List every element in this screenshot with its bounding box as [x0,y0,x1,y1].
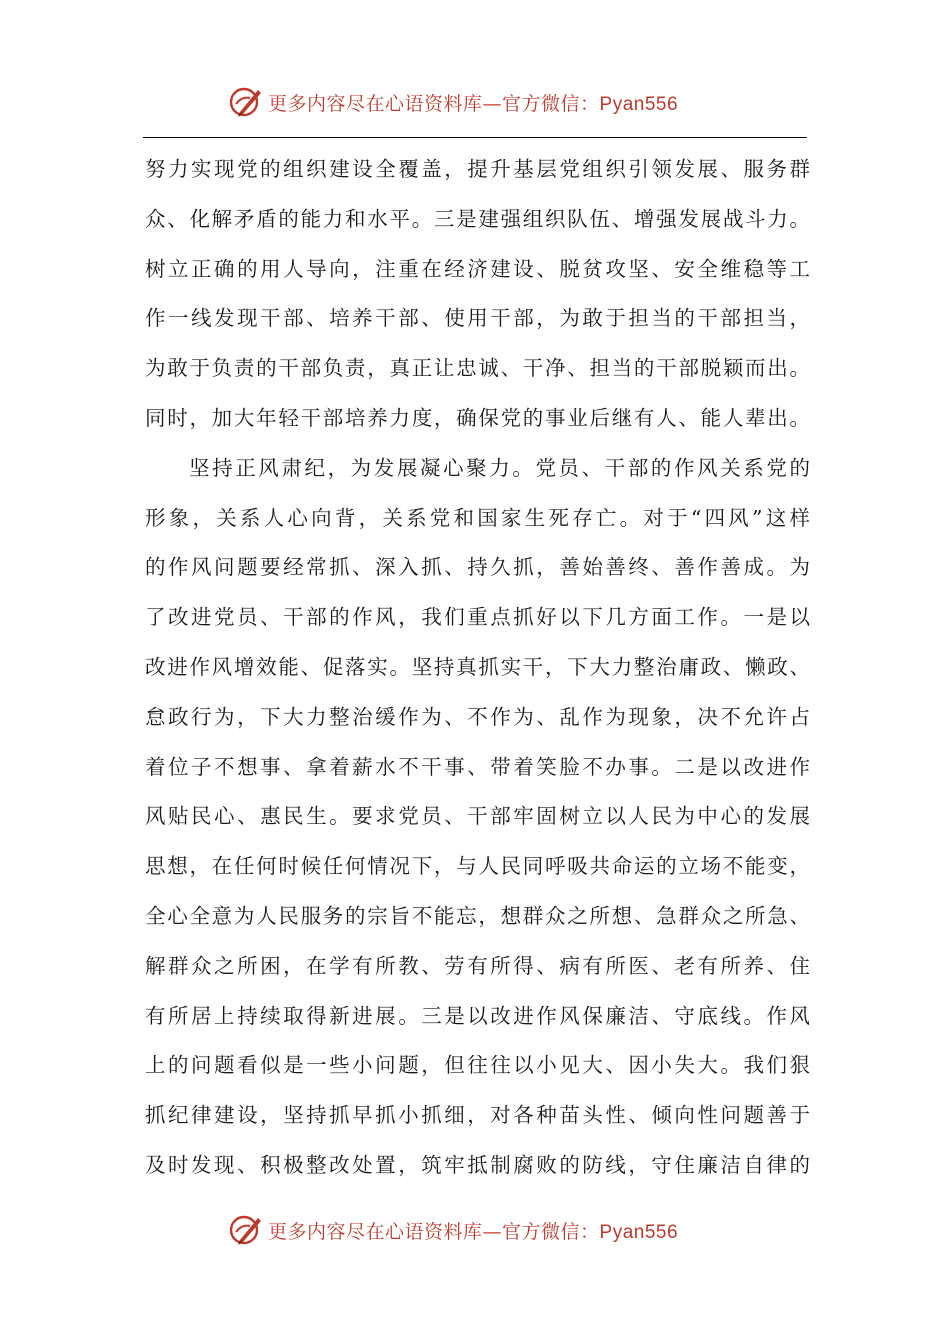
banner-main-text: 更多内容尽在心语资料库 [268,1220,483,1243]
text-line: 的作风问题要经常抓、深入抓、持久抓，善始善终、善作善成。为 [145,555,810,580]
banner-wechat-id: Pyan556 [599,1221,679,1243]
text-line: 怠政行为，下大力整治缓作为、不作为、乱作为现象，决不允许占 [145,704,810,729]
text-line: 努力实现党的组织建设全覆盖，提升基层党组织引领发展、服务群 [145,157,810,181]
text-line: 了改进党员、干部的作风，我们重点抓好以下几方面工作。一是以 [145,605,810,630]
text-line: 及时发现、积极整改处置，筑牢抵制腐败的防线，守住廉洁自律的 [145,1152,810,1177]
text-line: 形象，关系人心向背，关系党和国家生死存亡。对于“四风”这样 [145,505,810,530]
banner-wechat-id: Pyan556 [599,93,679,115]
footer-banner [228,1208,748,1252]
text-line: 为敢于负责的干部负责，真正让忠诚、干净、担当的干部脱颖而出。 [145,356,810,381]
banner-official-label: 官方微信： [502,1220,600,1243]
text-line: 全心全意为人民服务的宗旨不能忘，想群众之所想、急群众之所急、 [145,903,810,928]
text-line: 解群众之所困，在学有所教、劳有所得、病有所医、老有所养、住 [145,953,810,978]
text-line: 风贴民心、惠民生。要求党员、干部牢固树立以人民为中心的发展 [145,804,810,829]
paragraph-start-line: 坚持正风肃纪，为发展凝心聚力。党员、干部的作风关系党的 [189,455,810,480]
header-divider [143,137,807,138]
banner-official-label: 官方微信： [502,92,600,115]
text-line: 树立正确的用人导向，注重在经济建设、脱贫攻坚、安全维稳等工 [145,256,810,281]
text-line: 同时，加大年轻干部培养力度，确保党的事业后继有人、能人辈出。 [145,405,810,430]
document-body [145,148,810,1194]
text-line: 有所居上持续取得新进展。三是以改进作风保廉洁、守底线。作风 [145,1003,810,1028]
text-line: 改进作风增效能、促落实。坚持真抓实干，下大力整治庸政、懒政、 [145,654,810,679]
banner-separator: — [482,92,503,115]
text-line: 上的问题看似是一些小问题，但往往以小见大、因小失大。我们狠 [145,1053,810,1078]
text-line: 着位子不想事、拿着薪水不干事、带着笑脸不办事。二是以改进作 [145,754,810,779]
text-line: 众、化解矛盾的能力和水平。三是建强组织队伍、增强发展战斗力。 [145,206,810,231]
text-line: 抓纪律建设，坚持抓早抓小抓细，对各种苗头性、倾向性问题善于 [145,1103,810,1128]
banner-text [268,1217,678,1244]
pen-logo-icon [228,84,264,120]
banner-main-text: 更多内容尽在心语资料库 [268,92,483,115]
header-banner [228,80,748,124]
text-line: 思想，在任何时候任何情况下，与人民同呼吸共命运的立场不能变， [145,854,810,879]
banner-text [268,89,678,116]
banner-separator: — [482,1220,503,1243]
pen-logo-icon [228,1212,264,1248]
text-line: 作一线发现干部、培养干部、使用干部，为敢于担当的干部担当， [145,306,810,331]
